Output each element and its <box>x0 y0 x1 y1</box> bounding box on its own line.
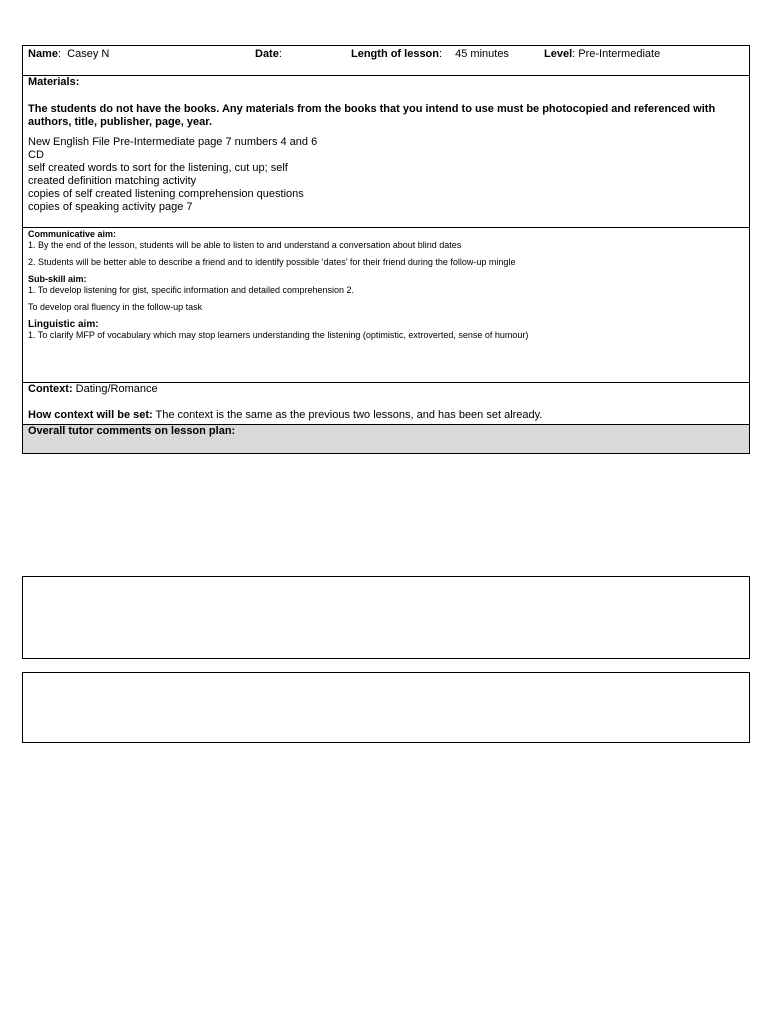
linguistic-aim-label: Linguistic aim: <box>28 319 99 330</box>
name-label: Name <box>28 48 58 60</box>
context-label: Context: <box>28 383 73 395</box>
context-set-label: How context will be set: <box>28 409 153 421</box>
lesson-plan-table <box>22 45 750 454</box>
length-value: 45 minutes <box>455 48 509 60</box>
materials-item: CD <box>28 149 44 161</box>
tutor-comments-row <box>23 425 749 453</box>
materials-item: self created words to sort for the listening, cut up; self <box>28 162 288 174</box>
context-set-value: The context is the same as the previous two lessons, and has been set already. <box>155 409 543 421</box>
subskill-aim-label: Sub-skill aim: <box>28 274 87 284</box>
context-section <box>23 383 749 425</box>
level-label: Level <box>544 48 573 60</box>
linguistic-aim-1: 1. To clarify MFP of vocabulary which may stop learners understanding the listening (optimistic, extroverted, sense of humour) <box>28 330 529 340</box>
name-field: Name: Casey N <box>28 48 110 60</box>
tutor-comments-label: Overall tutor comments on lesson plan: <box>28 425 236 437</box>
materials-item: copies of self created listening comprehension questions <box>28 188 304 200</box>
materials-item: created definition matching activity <box>28 175 197 187</box>
length-field: Length of lesson: 45 minutes <box>351 48 509 60</box>
materials-label: Materials: <box>28 76 80 88</box>
header-row <box>23 46 749 76</box>
subskill-aim-1: 1. To develop listening for gist, specific information and detailed comprehension 2. <box>28 285 355 295</box>
communicative-aim-label: Communicative aim: <box>28 229 117 239</box>
date-label: Date <box>255 48 279 60</box>
materials-item: copies of speaking activity page 7 <box>28 201 193 213</box>
empty-box-1 <box>22 576 750 659</box>
empty-box-2 <box>22 672 750 743</box>
level-value: Pre-Intermediate <box>578 48 661 60</box>
length-label: Length of lesson <box>351 48 439 60</box>
materials-item: New English File Pre-Intermediate page 7 numbers 4 and 6 <box>28 136 318 148</box>
materials-note: The students do not have the books. Any materials from the books that you intend to use must be photocopied and referenced with authors, title, publisher, page, year. <box>28 103 716 128</box>
communicative-aim-1: 1. By the end of the lesson, students will be able to listen to and understand a conversation about blind dates <box>28 240 462 250</box>
name-value: Casey N <box>67 48 110 60</box>
communicative-aim-2: 2. Students will be better able to describe a friend and to identify possible ‘dates’ for their friend during the follow-up mingle <box>28 257 516 267</box>
level-field: Level: Pre-Intermediate <box>544 48 661 60</box>
date-field: Date: <box>255 48 282 60</box>
subskill-aim-2: To develop oral fluency in the follow-up task <box>28 302 203 312</box>
materials-section <box>23 76 749 228</box>
context-value: Dating/Romance <box>75 383 158 395</box>
aims-section <box>23 228 749 383</box>
materials-list <box>28 136 744 214</box>
